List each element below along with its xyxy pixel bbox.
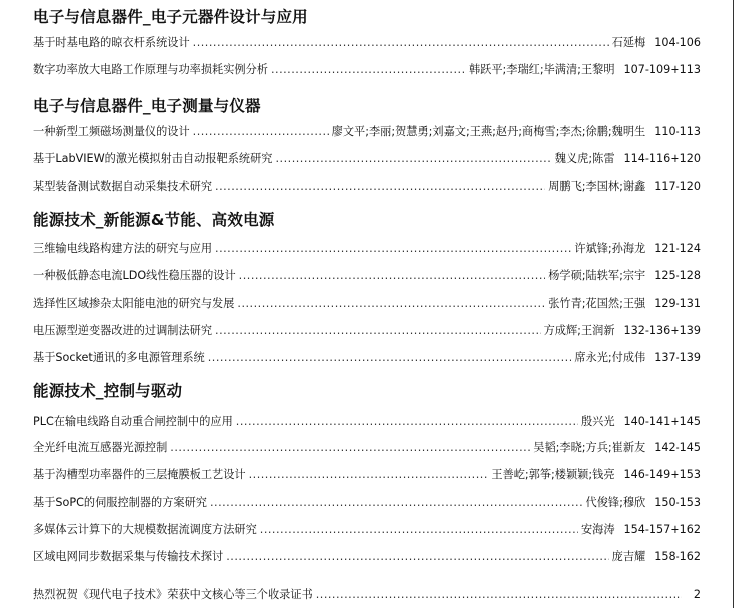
entry-title: 数字功率放大电路工作原理与功率损耗实例分析 xyxy=(33,63,268,76)
toc-entry[interactable] xyxy=(33,349,701,365)
entry-authors: 韩跃平;李瑞红;毕满清;王黎明 xyxy=(468,63,615,76)
toc-entry[interactable] xyxy=(33,61,701,77)
entry-authors: 安海涛 xyxy=(580,523,615,536)
dot-leader xyxy=(208,351,572,364)
toc-entry[interactable] xyxy=(33,322,701,338)
dot-leader xyxy=(215,324,541,337)
dot-leader xyxy=(210,496,583,509)
page-border xyxy=(733,0,734,608)
entry-title: 基于SoPC的伺服控制器的方案研究 xyxy=(33,496,207,509)
toc-entry[interactable] xyxy=(33,178,701,194)
entry-title: 多媒体云计算下的大规模数据流调度方法研究 xyxy=(33,523,257,536)
dot-leader xyxy=(249,468,489,481)
entry-title: 基于沟槽型功率器件的三层掩膜板工艺设计 xyxy=(33,468,246,481)
section-heading: 能源技术_控制与驱动 xyxy=(33,382,183,400)
entry-pages: 125-128 xyxy=(654,269,701,282)
entry-authors: 代俊锋;穆欣 xyxy=(585,496,646,509)
dot-leader xyxy=(271,63,466,76)
toc-entry[interactable] xyxy=(33,521,701,537)
toc-entry[interactable] xyxy=(33,466,701,482)
entry-authors: 张竹青;花国然;王强 xyxy=(548,297,646,310)
entry-title: 某型装备测试数据自动采集技术研究 xyxy=(33,180,213,193)
dot-leader xyxy=(193,125,329,138)
entry-authors: 周鹏飞;李国林;谢鑫 xyxy=(548,180,646,193)
footer-entry[interactable] xyxy=(33,586,701,602)
dot-leader xyxy=(170,441,530,454)
entry-pages: 104-106 xyxy=(654,36,701,49)
entry-pages: 140-141+145 xyxy=(623,415,701,428)
dot-leader xyxy=(275,152,551,165)
entry-authors: 方成辉;王润新 xyxy=(543,324,615,337)
entry-pages: 121-124 xyxy=(654,242,701,255)
dot-leader xyxy=(239,269,546,282)
entry-pages: 150-153 xyxy=(654,496,701,509)
entry-pages: 142-145 xyxy=(654,441,701,454)
entry-authors: 石延梅 xyxy=(611,36,646,49)
dot-leader xyxy=(226,550,608,563)
toc-entry[interactable] xyxy=(33,34,701,50)
entry-pages: 146-149+153 xyxy=(623,468,701,481)
entry-authors: 席永光;付成伟 xyxy=(574,351,646,364)
entry-pages: 117-120 xyxy=(654,180,701,193)
entry-title: 一种极低静态电流LDO线性稳压器的设计 xyxy=(33,269,236,282)
entry-pages: 129-131 xyxy=(654,297,701,310)
section-heading: 电子与信息器件_电子测量与仪器 xyxy=(33,97,261,115)
entry-authors: 吴韬;李晓;方兵;崔新友 xyxy=(533,441,646,454)
dot-leader xyxy=(236,415,578,428)
entry-pages: 137-139 xyxy=(654,351,701,364)
entry-authors: 许斌锋;孙海龙 xyxy=(574,242,646,255)
toc-entry[interactable] xyxy=(33,548,701,564)
dot-leader xyxy=(316,588,682,601)
toc-entry[interactable] xyxy=(33,439,701,455)
entry-pages: 132-136+139 xyxy=(623,324,701,337)
entry-pages: 110-113 xyxy=(654,125,701,138)
entry-pages: 107-109+113 xyxy=(623,63,701,76)
entry-title: 一种新型工频磁场测量仪的设计 xyxy=(33,125,190,138)
entry-authors: 杨学硕;陆轶军;宗宇 xyxy=(548,269,646,282)
entry-pages: 154-157+162 xyxy=(623,523,701,536)
entry-title: 基于Socket通讯的多电源管理系统 xyxy=(33,351,205,364)
toc-entry[interactable] xyxy=(33,494,701,510)
toc-entry[interactable] xyxy=(33,267,701,283)
toc-entry[interactable] xyxy=(33,150,701,166)
dot-leader xyxy=(193,36,609,49)
entry-title: 热烈祝贺《现代电子技术》荣获中文核心等三个收录证书 xyxy=(33,588,313,601)
entry-authors: 廖文平;李丽;贺慧勇;刘嘉文;王燕;赵丹;商梅雪;李杰;徐鹏;魏明生 xyxy=(331,125,646,138)
entry-authors: 魏义虎;陈雷 xyxy=(554,152,615,165)
entry-title: 基于时基电路的晾衣杆系统设计 xyxy=(33,36,190,49)
toc-entry[interactable] xyxy=(33,240,701,256)
section-heading: 能源技术_新能源&节能、高效电源 xyxy=(33,211,275,229)
dot-leader xyxy=(215,242,571,255)
entry-title: 三维输电线路构建方法的研究与应用 xyxy=(33,242,213,255)
entry-title: PLC在输电线路自动重合闸控制中的应用 xyxy=(33,415,233,428)
entry-title: 基于LabVIEW的激光模拟射击自动报靶系统研究 xyxy=(33,152,273,165)
entry-pages: 114-116+120 xyxy=(623,152,701,165)
entry-pages: 2 xyxy=(693,588,701,601)
toc-entry[interactable] xyxy=(33,123,701,139)
dot-leader xyxy=(237,297,545,310)
dot-leader xyxy=(215,180,545,193)
entry-title: 区域电网同步数据采集与传输技术探讨 xyxy=(33,550,224,563)
entry-authors: 殷兴光 xyxy=(580,415,615,428)
entry-authors: 王善屹;郭筝;楼颖颖;钱亮 xyxy=(491,468,615,481)
entry-title: 电压源型逆变器改进的过调制法研究 xyxy=(33,324,213,337)
toc-entry[interactable] xyxy=(33,413,701,429)
section-heading: 电子与信息器件_电子元器件设计与应用 xyxy=(33,8,308,26)
dot-leader xyxy=(260,523,578,536)
entry-title: 全光纤电流互感器光源控制 xyxy=(33,441,168,454)
entry-authors: 庞吉耀 xyxy=(611,550,646,563)
entry-pages: 158-162 xyxy=(654,550,701,563)
entry-title: 选择性区域掺杂太阳能电池的研究与发展 xyxy=(33,297,235,310)
toc-entry[interactable] xyxy=(33,295,701,311)
